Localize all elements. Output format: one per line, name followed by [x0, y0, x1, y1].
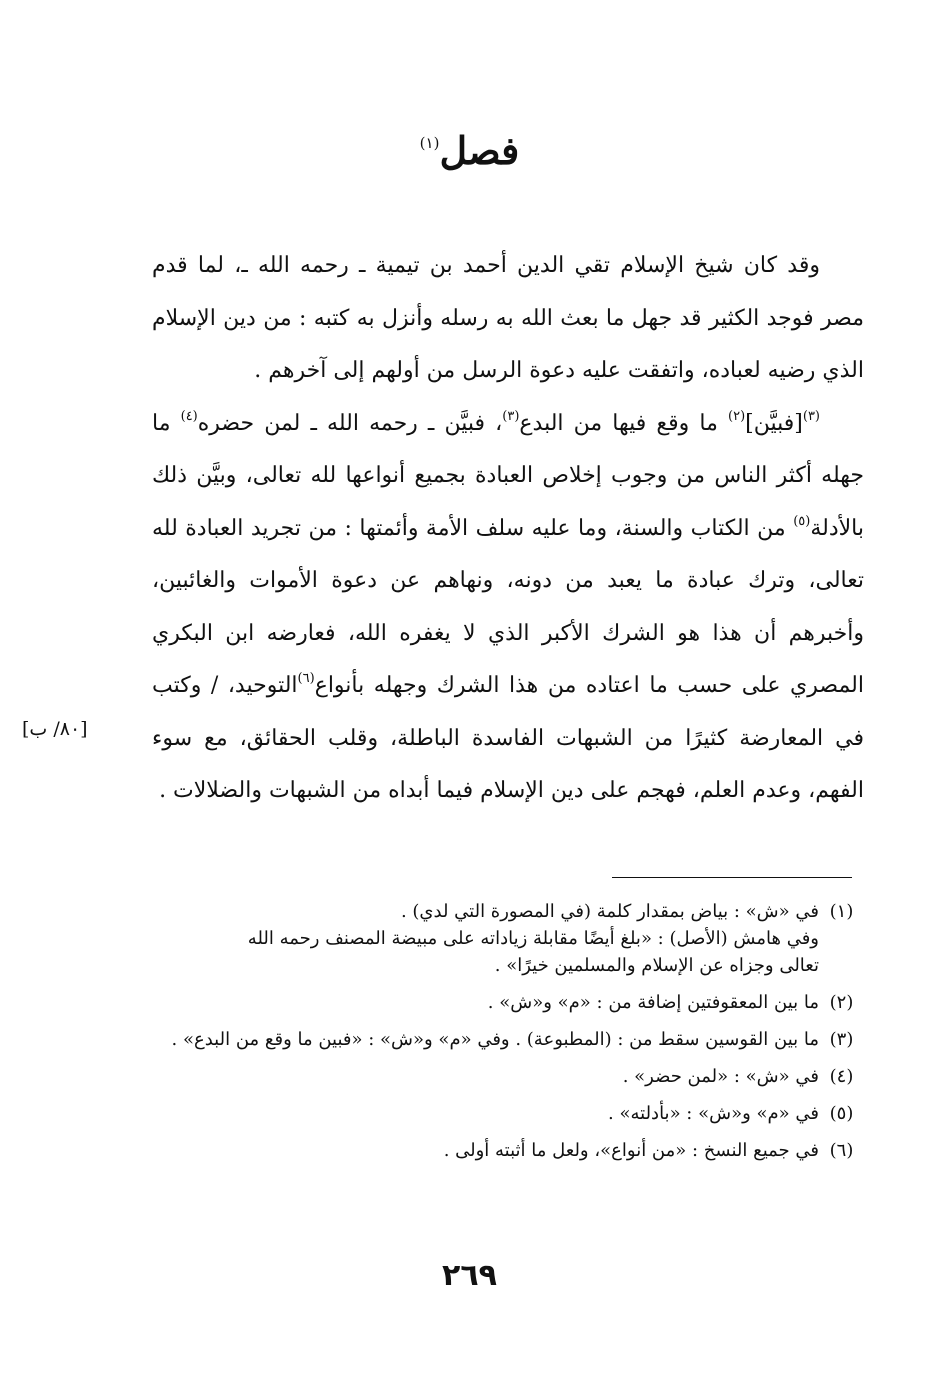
footnote-ref-2: (٢) — [728, 408, 746, 424]
paragraph-2-part-3: ، فبيَّن ـ رحمه الله ـ لمن حضره — [197, 410, 503, 436]
footnote-4 — [150, 1063, 864, 1090]
footnote-line: تعالى وجزاه عن الإسلام والمسلمين خيرًا» . — [494, 955, 819, 976]
paragraph-2-part-6: التوحيد، / وكتب في المعارضة كثيرًا من الشبهات الفاسدة الباطلة، وقلب الحقائق، مع سوء الفهم، وعدم العلم، فهجم على دين الإسلام فيما أبداه من الشبهات والضلالات . — [152, 673, 864, 803]
footnote-number: (١) — [829, 901, 854, 922]
footnote-6 — [150, 1137, 864, 1164]
heading-title: فصل — [439, 128, 520, 173]
footnote-5 — [150, 1100, 864, 1127]
section-heading — [0, 128, 939, 173]
footnote-number: (٥) — [829, 1103, 854, 1124]
footnote-number: (٢) — [829, 992, 854, 1013]
paragraph-2-part-2: ما وقع فيها من البدع — [519, 410, 728, 436]
paragraph-2-part-4: ما جهله أكثر الناس من وجوب إخلاص العبادة بجميع أنواعها لله تعالى، وبيَّن ذلك بالأدلة — [152, 410, 864, 541]
footnote-ref-3-open: (٣) — [802, 408, 820, 424]
footnote-3 — [150, 1026, 864, 1053]
footnote-2 — [150, 989, 864, 1016]
footnote-ref-5: (٥) — [793, 513, 811, 529]
footnote-ref-6: (٦) — [297, 671, 315, 686]
footnote-line: وفي هامش (الأصل) : «بلغ أيضًا مقابلة زياداته على مبيضة المصنف رحمه الله — [247, 928, 819, 949]
paragraph-2-part-1: [فبيَّن] — [745, 410, 803, 436]
footnote-line: ما بين المعقوفتين إضافة من : «م» و«ش» . — [487, 992, 819, 1013]
footnote-number: (٦) — [829, 1140, 854, 1161]
footnote-ref-3-close: (٣) — [502, 408, 520, 424]
footnote-1 — [150, 898, 864, 979]
footnote-line: في «ش» : بياض بمقدار كلمة (في المصورة التي لدي) . — [400, 901, 819, 922]
manuscript-folio-marker: [٨٠/ ب] — [22, 718, 88, 740]
footnote-ref-4: (٤) — [180, 408, 198, 424]
page-number: ٢٦٩ — [442, 1258, 497, 1293]
footnote-line: في «ش» : «لمن حضر» . — [622, 1066, 819, 1087]
paragraph-1: وقد كان شيخ الإسلام تقي الدين أحمد بن تيمية ـ رحمه الله ـ، لما قدم مصر فوجد الكثير قد جهل ما بعث الله به رسله وأنزل به كتبه : من دين الإسلام الذي رضيه لعباده، واتفقت عليه دعوة الرسل من أولهم إلى آخرهم . — [152, 253, 864, 383]
paragraph-2-part-5: من الكتاب والسنة، وما عليه سلف الأمة وأئمتها : من تجريد العبادة لله تعالى، وترك عبادة ما يعبد من دونه، ونهاهم عن دعوة الأموات والغائبين، وأخبرهم أن هذا هو الشرك الأكبر الذي لا يغفره الله، فعارضه ابن البكري المصري على حسب ما اعتاده من هذا الشرك وجهله بأنواع — [152, 515, 864, 698]
main-text — [152, 240, 864, 818]
footnote-line: ما بين القوسين سقط من : (المطبوعة) . وفي «م» و«ش» : «فبين ما وقع من البدع» . — [171, 1029, 819, 1050]
footnotes — [150, 898, 864, 1174]
paragraph-2 — [152, 398, 864, 818]
footnote-line: في جميع النسخ : «من أنواع»، ولعل ما أثبته أولى . — [443, 1140, 819, 1161]
heading-footnote-ref: (١) — [419, 134, 440, 152]
footnote-separator — [612, 877, 852, 878]
footnote-number: (٣) — [829, 1029, 854, 1050]
footnote-line: في «م» و«ش» : «بأدلته» . — [608, 1103, 819, 1124]
footnote-number: (٤) — [829, 1066, 854, 1087]
